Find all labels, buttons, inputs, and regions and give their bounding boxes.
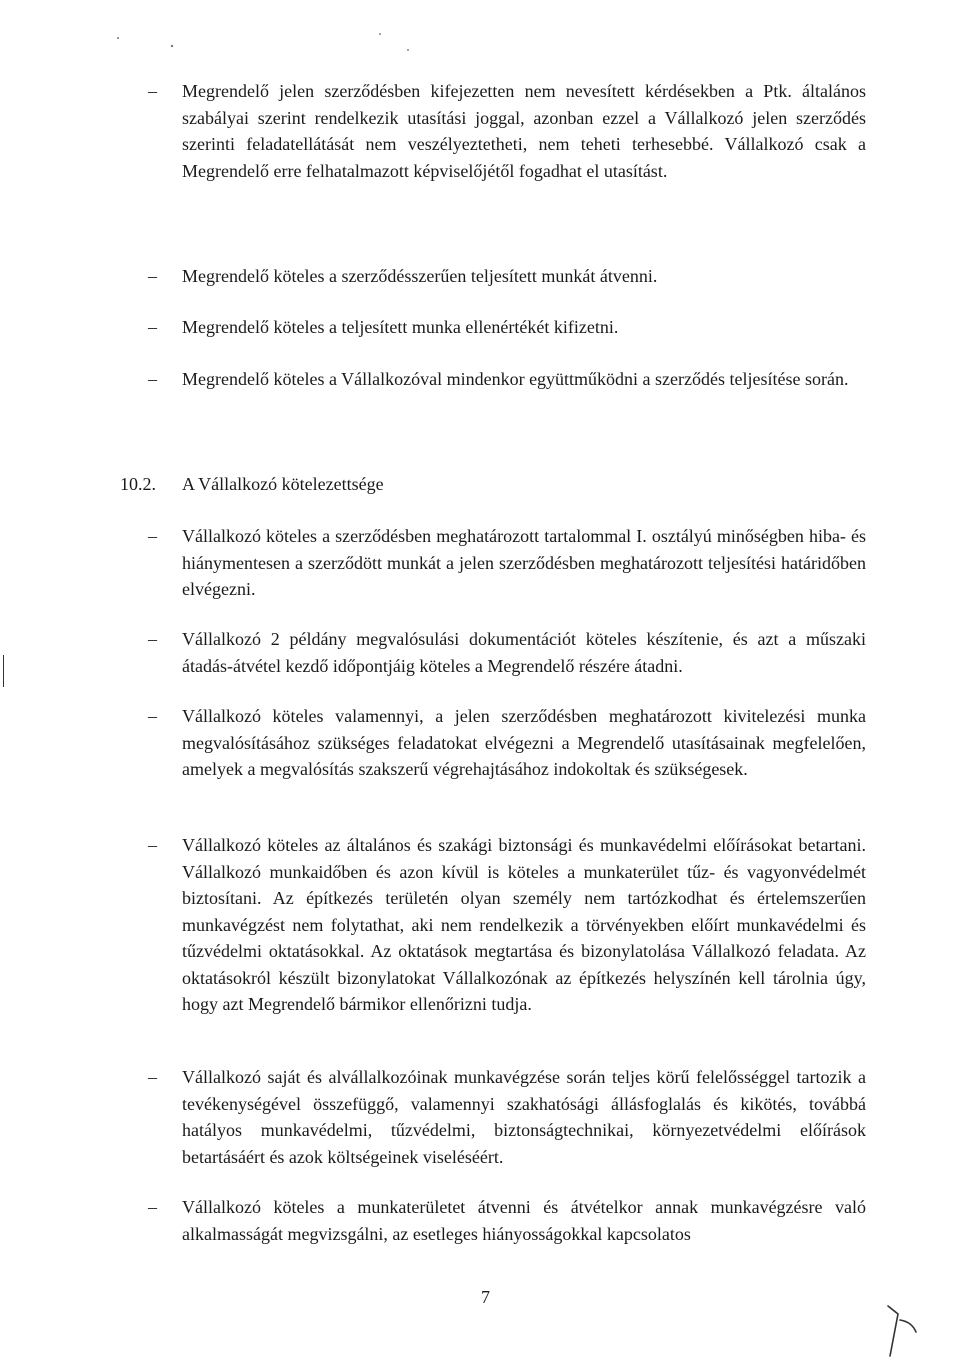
list-item-text: Vállalkozó köteles az általános és szakági biztonsági és munkavédelmi előírásokat betartani. Vállalkozó munkaidőben és azon kívül is köteles a munkaterület tűz- és vagyonvédelmét biztosítani. Az építkezés területén olyan személy nem tartózkodhat és értelemszerűen munkavégzést nem folytathat, aki nem rendelkezik a törvényekben előírt munkavédelmi és tűzvédelmi oktatásokkal. Az oktatások megtartása és bizonylatolása Vállalkozó feladata. Az oktatásokról készült bizonylatokat Vállalkozónak az építkezés helyszínén kell tárolnia úgy, hogy azt Megrendelő bármikor ellenőrizni tudja.	[182, 835, 866, 1014]
list-item-text: Megrendelő köteles a Vállalkozóval mindenkor együttműködni a szerződés teljesítése során.	[182, 369, 849, 389]
list-dash: –	[148, 835, 157, 855]
list-dash: –	[148, 81, 157, 101]
list-dash: –	[148, 369, 157, 389]
list-dash: –	[148, 629, 157, 649]
list-item	[148, 263, 866, 290]
speck	[379, 33, 381, 35]
list-item-text: Megrendelő köteles a teljesített munka ellenértékét kifizetni.	[182, 317, 619, 337]
section-title: A Vállalkozó kötelezettsége	[182, 474, 384, 494]
list-item-text: Megrendelő jelen szerződésben kifejezetten nem nevesített kérdésekben a Ptk. általános szabályai szerint rendelkezik utasítási joggal, azonban ezzel a Vállalkozó jelen szerződés szerinti feladatellátását nem veszélyeztetheti, nem teheti terhesebbé. Vállalkozó csak a Megrendelő erre felhatalmazott képviselőjétől fogadhat el utasítást.	[182, 81, 866, 181]
list-item	[148, 523, 866, 603]
list-item	[148, 626, 866, 679]
list-item-text: Vállalkozó 2 példány megvalósulási dokumentációt köteles készítenie, és azt a műszaki átadás-átvétel kezdő időpontjáig köteles a Megrendelő részére átadni.	[182, 629, 866, 676]
list-dash: –	[148, 317, 157, 337]
list-item	[148, 314, 866, 341]
speck	[171, 45, 173, 47]
list-item-text: Vállalkozó köteles a munkaterületet átvenni és átvételkor annak munkavégzésre való alkalmasságát megvizsgálni, az esetleges hiányosságokkal kapcsolatos	[182, 1197, 866, 1244]
list-item-text: Vállalkozó saját és alvállalkozóinak munkavégzése során teljes körű felelősséggel tartozik a tevékenységével összefüggő, valamennyi szakhatósági állásfoglalás és kikötés, továbbá hatályos munkavédelmi, tűzvédelmi, biztonságtechnikai, környezetvédelmi előírások betartásáért és azok költségeinek viseléséért.	[182, 1067, 866, 1167]
speck	[117, 37, 119, 39]
page-number: 7	[481, 1287, 490, 1307]
list-dash: –	[148, 266, 157, 286]
list-item	[148, 1064, 866, 1170]
section-number: 10.2.	[120, 474, 156, 494]
speck	[407, 49, 409, 51]
scan-specks	[110, 20, 430, 70]
list-dash: –	[148, 1067, 157, 1087]
list-item	[148, 78, 866, 184]
list-item-text: Vállalkozó köteles valamennyi, a jelen szerződésben meghatározott kivitelezési munka megvalósításához szükséges feladatokat elvégezni a Megrendelő utasításainak megfelelően, amelyek a megvalósítás szakszerű végrehajtásához indokoltak és szükségesek.	[182, 706, 866, 779]
section-heading	[120, 471, 384, 498]
list-item-text: Vállalkozó köteles a szerződésben meghatározott tartalommal I. osztályú minőségben hiba- és hiánymentesen a szerződött munkát a jelen szerződésben meghatározott teljesítési határidőben elvégezni.	[182, 526, 866, 599]
list-item	[148, 1194, 866, 1247]
list-dash: –	[148, 706, 157, 726]
list-dash: –	[148, 1197, 157, 1217]
initials-mark	[880, 1300, 930, 1360]
list-item-text: Megrendelő köteles a szerződésszerűen teljesített munkát átvenni.	[182, 266, 658, 286]
list-item	[148, 703, 866, 783]
list-item	[148, 832, 866, 1018]
list-item	[148, 366, 866, 393]
scan-margin-line	[3, 655, 4, 687]
initials-stroke	[888, 1306, 916, 1356]
list-dash: –	[148, 526, 157, 546]
